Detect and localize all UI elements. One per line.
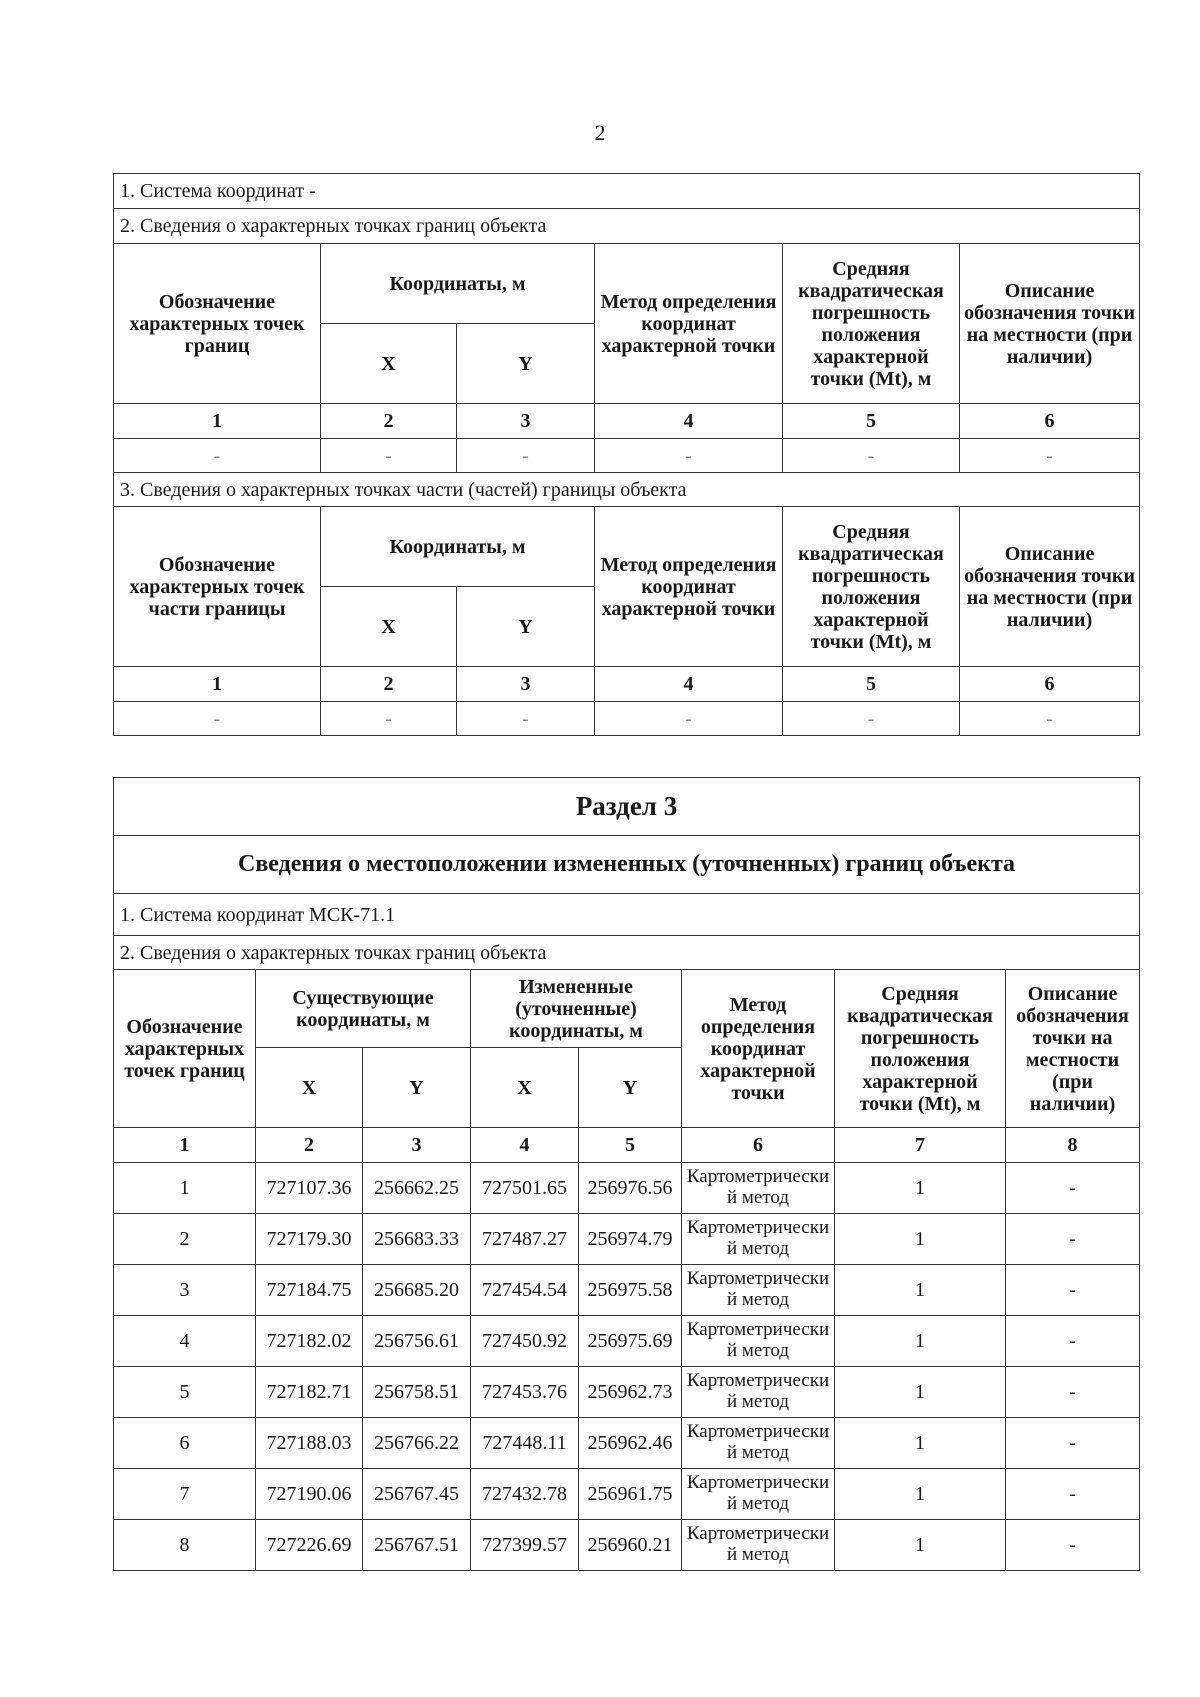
description-cell: - bbox=[1006, 1520, 1140, 1571]
header-error: Средняя квадратическая погрешность положения характерной точки (Mt), м bbox=[783, 244, 960, 404]
table-row bbox=[114, 1163, 1140, 1214]
col-number: 4 bbox=[471, 1128, 579, 1163]
point-number-cell: 4 bbox=[114, 1316, 256, 1367]
header-y: Y bbox=[457, 587, 595, 667]
changed-y-cell: 256975.58 bbox=[579, 1265, 682, 1316]
parts-heading: 3. Сведения о характерных точках части (частей) границы объекта bbox=[114, 473, 1140, 507]
table-row bbox=[114, 1367, 1140, 1418]
changed-y-cell: 256962.73 bbox=[579, 1367, 682, 1418]
points-heading: 2. Сведения о характерных точках границ объекта bbox=[114, 936, 1140, 970]
changed-x-cell: 727450.92 bbox=[471, 1316, 579, 1367]
changed-x-cell: 727501.65 bbox=[471, 1163, 579, 1214]
method-cell: Картометрический метод bbox=[682, 1214, 835, 1265]
changed-x-cell: 727454.54 bbox=[471, 1265, 579, 1316]
table-row bbox=[114, 1265, 1140, 1316]
empty-cell: - bbox=[960, 702, 1140, 736]
boundary-points-table bbox=[113, 173, 1140, 736]
header-y: Y bbox=[457, 324, 595, 404]
changed-y-cell: 256974.79 bbox=[579, 1214, 682, 1265]
col-number: 6 bbox=[960, 404, 1140, 439]
table-row bbox=[114, 1214, 1140, 1265]
header-designation: Обозначение характерных точек границ bbox=[114, 970, 256, 1128]
coord-system-line: 1. Система координат - bbox=[114, 174, 1140, 209]
changed-y-cell: 256975.69 bbox=[579, 1316, 682, 1367]
col-number: 1 bbox=[114, 404, 321, 439]
method-cell: Картометрический метод bbox=[682, 1367, 835, 1418]
col-number: 2 bbox=[256, 1128, 363, 1163]
points-heading: 2. Сведения о характерных точках границ объекта bbox=[114, 209, 1140, 244]
header-existing-coords: Существующие координаты, м bbox=[256, 970, 471, 1048]
existing-x-cell: 727107.36 bbox=[256, 1163, 363, 1214]
method-cell: Картометрический метод bbox=[682, 1418, 835, 1469]
header-x: X bbox=[321, 324, 457, 404]
col-number: 7 bbox=[835, 1128, 1006, 1163]
page-number: 2 bbox=[594, 120, 606, 145]
description-cell: - bbox=[1006, 1367, 1140, 1418]
changed-x-cell: 727453.76 bbox=[471, 1367, 579, 1418]
header-method: Метод определения координат характерной точки bbox=[595, 507, 783, 667]
col-number: 5 bbox=[579, 1128, 682, 1163]
header-method: Метод определения координат характерной точки bbox=[682, 970, 835, 1128]
existing-x-cell: 727190.06 bbox=[256, 1469, 363, 1520]
empty-cell: - bbox=[321, 439, 457, 473]
col-number: 1 bbox=[114, 1128, 256, 1163]
empty-cell: - bbox=[457, 702, 595, 736]
description-cell: - bbox=[1006, 1214, 1140, 1265]
header-description: Описание обозначения точки на местности (при наличии) bbox=[960, 507, 1140, 667]
header-error: Средняя квадратическая погрешность положения характерной точки (Mt), м bbox=[835, 970, 1006, 1128]
description-cell: - bbox=[1006, 1163, 1140, 1214]
existing-x-cell: 727179.30 bbox=[256, 1214, 363, 1265]
point-number-cell: 6 bbox=[114, 1418, 256, 1469]
col-number: 6 bbox=[960, 667, 1140, 702]
error-value-cell: 1 bbox=[835, 1367, 1006, 1418]
existing-y-cell: 256767.45 bbox=[363, 1469, 471, 1520]
column-numbers-row bbox=[114, 1128, 1140, 1163]
empty-cell: - bbox=[321, 702, 457, 736]
error-value-cell: 1 bbox=[835, 1316, 1006, 1367]
changed-y-cell: 256976.56 bbox=[579, 1163, 682, 1214]
header-y: Y bbox=[363, 1048, 471, 1128]
method-cell: Картометрический метод bbox=[682, 1265, 835, 1316]
section-subtitle: Сведения о местоположении измененных (уточненных) границ объекта bbox=[114, 836, 1140, 894]
changed-x-cell: 727448.11 bbox=[471, 1418, 579, 1469]
description-cell: - bbox=[1006, 1418, 1140, 1469]
point-number-cell: 7 bbox=[114, 1469, 256, 1520]
coord-system-line: 1. Система координат МСК-71.1 bbox=[114, 894, 1140, 936]
header-x: X bbox=[321, 587, 457, 667]
col-number: 5 bbox=[783, 404, 960, 439]
header-changed-coords: Измененные (уточненные) координаты, м bbox=[471, 970, 682, 1048]
existing-x-cell: 727182.02 bbox=[256, 1316, 363, 1367]
header-designation: Обозначение характерных точек границ bbox=[114, 244, 321, 404]
empty-cell: - bbox=[595, 702, 783, 736]
col-number: 3 bbox=[457, 667, 595, 702]
changed-y-cell: 256961.75 bbox=[579, 1469, 682, 1520]
col-number: 4 bbox=[595, 667, 783, 702]
table-row bbox=[114, 1469, 1140, 1520]
error-value-cell: 1 bbox=[835, 1163, 1006, 1214]
existing-x-cell: 727184.75 bbox=[256, 1265, 363, 1316]
error-value-cell: 1 bbox=[835, 1265, 1006, 1316]
error-value-cell: 1 bbox=[835, 1214, 1006, 1265]
header-designation-parts: Обозначение характерных точек части границы bbox=[114, 507, 321, 667]
existing-y-cell: 256662.25 bbox=[363, 1163, 471, 1214]
changed-x-cell: 727399.57 bbox=[471, 1520, 579, 1571]
changed-x-cell: 727432.78 bbox=[471, 1469, 579, 1520]
header-coordinates: Координаты, м bbox=[321, 244, 595, 324]
col-number: 3 bbox=[457, 404, 595, 439]
header-x: X bbox=[256, 1048, 363, 1128]
col-number: 6 bbox=[682, 1128, 835, 1163]
point-number-cell: 3 bbox=[114, 1265, 256, 1316]
column-numbers-row bbox=[114, 667, 1140, 702]
header-error: Средняя квадратическая погрешность положения характерной точки (Mt), м bbox=[783, 507, 960, 667]
description-cell: - bbox=[1006, 1316, 1140, 1367]
empty-cell: - bbox=[960, 439, 1140, 473]
header-description: Описание обозначения точки на местности (при наличии) bbox=[960, 244, 1140, 404]
description-cell: - bbox=[1006, 1469, 1140, 1520]
col-number: 4 bbox=[595, 404, 783, 439]
point-number-cell: 5 bbox=[114, 1367, 256, 1418]
col-number: 5 bbox=[783, 667, 960, 702]
empty-cell: - bbox=[783, 439, 960, 473]
header-description: Описание обозначения точки на местности (при наличии) bbox=[1006, 970, 1140, 1128]
header-x: X bbox=[471, 1048, 579, 1128]
col-number: 2 bbox=[321, 667, 457, 702]
existing-y-cell: 256685.20 bbox=[363, 1265, 471, 1316]
changed-x-cell: 727487.27 bbox=[471, 1214, 579, 1265]
header-method: Метод определения координат характерной точки bbox=[595, 244, 783, 404]
existing-y-cell: 256767.51 bbox=[363, 1520, 471, 1571]
changed-y-cell: 256960.21 bbox=[579, 1520, 682, 1571]
point-number-cell: 1 bbox=[114, 1163, 256, 1214]
empty-cell: - bbox=[595, 439, 783, 473]
empty-cell: - bbox=[114, 439, 321, 473]
table-row bbox=[114, 1520, 1140, 1571]
column-numbers-row bbox=[114, 404, 1140, 439]
table-row bbox=[114, 1418, 1140, 1469]
point-number-cell: 8 bbox=[114, 1520, 256, 1571]
empty-cell: - bbox=[114, 702, 321, 736]
header-y: Y bbox=[579, 1048, 682, 1128]
section3-table bbox=[113, 777, 1140, 1571]
header-coordinates: Координаты, м bbox=[321, 507, 595, 587]
empty-cell: - bbox=[457, 439, 595, 473]
changed-y-cell: 256962.46 bbox=[579, 1418, 682, 1469]
table-row bbox=[114, 439, 1140, 473]
existing-y-cell: 256758.51 bbox=[363, 1367, 471, 1418]
error-value-cell: 1 bbox=[835, 1520, 1006, 1571]
description-cell: - bbox=[1006, 1265, 1140, 1316]
method-cell: Картометрический метод bbox=[682, 1316, 835, 1367]
error-value-cell: 1 bbox=[835, 1418, 1006, 1469]
section3-rows bbox=[114, 1163, 1140, 1571]
existing-x-cell: 727182.71 bbox=[256, 1367, 363, 1418]
point-number-cell: 2 bbox=[114, 1214, 256, 1265]
col-number: 1 bbox=[114, 667, 321, 702]
method-cell: Картометрический метод bbox=[682, 1469, 835, 1520]
table-row bbox=[114, 1316, 1140, 1367]
error-value-cell: 1 bbox=[835, 1469, 1006, 1520]
existing-y-cell: 256756.61 bbox=[363, 1316, 471, 1367]
existing-x-cell: 727188.03 bbox=[256, 1418, 363, 1469]
empty-cell: - bbox=[783, 702, 960, 736]
method-cell: Картометрический метод bbox=[682, 1520, 835, 1571]
method-cell: Картометрический метод bbox=[682, 1163, 835, 1214]
table-row bbox=[114, 702, 1140, 736]
existing-x-cell: 727226.69 bbox=[256, 1520, 363, 1571]
section-title: Раздел 3 bbox=[114, 778, 1140, 836]
col-number: 3 bbox=[363, 1128, 471, 1163]
col-number: 8 bbox=[1006, 1128, 1140, 1163]
existing-y-cell: 256766.22 bbox=[363, 1418, 471, 1469]
col-number: 2 bbox=[321, 404, 457, 439]
existing-y-cell: 256683.33 bbox=[363, 1214, 471, 1265]
